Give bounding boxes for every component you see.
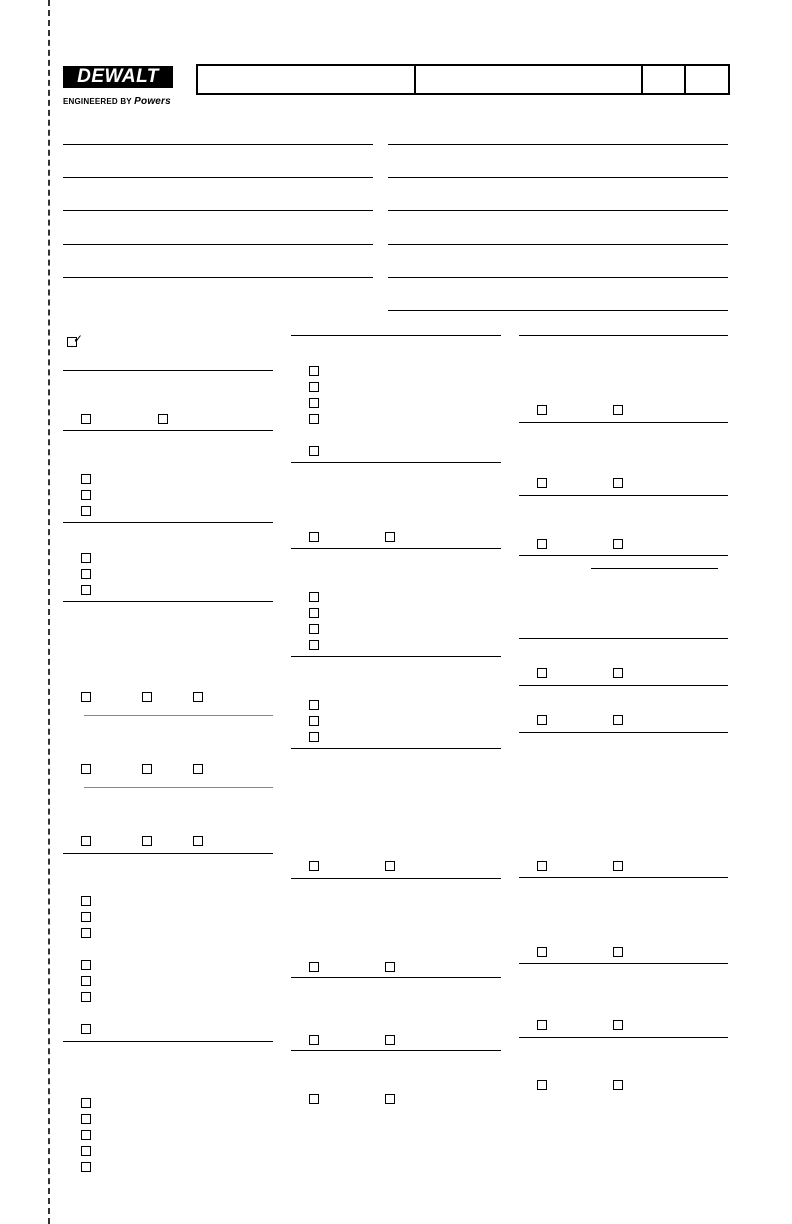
checkbox[interactable] xyxy=(309,398,319,408)
info-line-right-6[interactable] xyxy=(388,310,728,311)
section-divider xyxy=(519,1037,728,1038)
checkbox[interactable] xyxy=(81,896,91,906)
checkbox[interactable] xyxy=(81,992,91,1002)
checkbox[interactable] xyxy=(613,539,623,549)
section-divider xyxy=(63,370,273,371)
section-divider xyxy=(519,335,728,336)
checkbox[interactable] xyxy=(385,962,395,972)
section-divider xyxy=(519,685,728,686)
checkbox[interactable] xyxy=(193,836,203,846)
checkbox[interactable] xyxy=(309,732,319,742)
section-divider xyxy=(63,522,273,523)
section-divider xyxy=(63,1041,273,1042)
checkbox[interactable] xyxy=(193,764,203,774)
checkbox[interactable] xyxy=(537,478,547,488)
checkbox[interactable] xyxy=(81,474,91,484)
info-line-right-1[interactable] xyxy=(388,144,728,145)
checkbox[interactable] xyxy=(537,539,547,549)
checkbox[interactable] xyxy=(81,569,91,579)
checkbox[interactable] xyxy=(309,382,319,392)
checkbox[interactable] xyxy=(537,947,547,957)
section-divider xyxy=(291,335,501,336)
section-divider xyxy=(291,548,501,549)
checkbox[interactable] xyxy=(81,1098,91,1108)
checkbox[interactable] xyxy=(81,1162,91,1172)
header-field-3[interactable] xyxy=(643,64,686,95)
checkbox[interactable] xyxy=(537,861,547,871)
checkbox[interactable] xyxy=(309,414,319,424)
checkbox[interactable] xyxy=(142,764,152,774)
checkbox[interactable] xyxy=(81,912,91,922)
info-line-right-2[interactable] xyxy=(388,177,728,178)
info-line-right-5[interactable] xyxy=(388,277,728,278)
checkbox[interactable] xyxy=(309,1094,319,1104)
checkbox[interactable] xyxy=(81,553,91,563)
checkbox[interactable] xyxy=(81,1146,91,1156)
checkbox[interactable] xyxy=(309,962,319,972)
checkbox[interactable] xyxy=(613,861,623,871)
section-divider xyxy=(63,601,273,602)
checkbox[interactable] xyxy=(613,1020,623,1030)
info-line-left-2[interactable] xyxy=(63,177,373,178)
checkbox[interactable] xyxy=(537,715,547,725)
checkbox[interactable] xyxy=(385,1094,395,1104)
section-divider xyxy=(291,977,501,978)
checkbox[interactable] xyxy=(385,1035,395,1045)
section-divider xyxy=(519,495,728,496)
checkbox[interactable] xyxy=(537,668,547,678)
checkbox[interactable] xyxy=(309,592,319,602)
checkbox[interactable] xyxy=(537,405,547,415)
info-line-left-4[interactable] xyxy=(63,244,373,245)
checkbox[interactable] xyxy=(81,976,91,986)
section-divider xyxy=(291,748,501,749)
checkbox[interactable] xyxy=(309,532,319,542)
section-divider xyxy=(63,430,273,431)
checkbox[interactable] xyxy=(81,764,91,774)
info-line-right-4[interactable] xyxy=(388,244,728,245)
checkmark-icon: ✓ xyxy=(73,332,84,346)
checkbox[interactable] xyxy=(309,640,319,650)
section-divider xyxy=(519,422,728,423)
sub-divider xyxy=(84,715,273,716)
section-divider xyxy=(291,1050,501,1051)
checkbox[interactable] xyxy=(193,692,203,702)
section-divider xyxy=(291,878,501,879)
checkbox[interactable] xyxy=(613,405,623,415)
info-line-left-1[interactable] xyxy=(63,144,373,145)
checkbox[interactable] xyxy=(81,1130,91,1140)
checkbox[interactable] xyxy=(613,668,623,678)
dewalt-logo: DEWALT xyxy=(63,66,173,88)
section-divider xyxy=(519,877,728,878)
checkbox[interactable] xyxy=(613,478,623,488)
checkbox[interactable] xyxy=(81,506,91,516)
section-divider xyxy=(519,638,728,639)
checkbox[interactable] xyxy=(309,1035,319,1045)
checkbox[interactable] xyxy=(385,861,395,871)
checkbox[interactable] xyxy=(613,947,623,957)
checkbox[interactable] xyxy=(309,446,319,456)
section-divider xyxy=(291,656,501,657)
section-divider xyxy=(291,462,501,463)
checkbox[interactable] xyxy=(81,692,91,702)
checkbox[interactable] xyxy=(81,490,91,500)
info-line-left-3[interactable] xyxy=(63,210,373,211)
checkbox[interactable] xyxy=(309,716,319,726)
section-divider xyxy=(519,555,728,556)
checkbox[interactable] xyxy=(81,836,91,846)
checkbox[interactable] xyxy=(81,960,91,970)
checkbox[interactable] xyxy=(537,1020,547,1030)
cut-line xyxy=(48,0,50,1224)
checkbox[interactable] xyxy=(81,585,91,595)
checkbox[interactable] xyxy=(309,700,319,710)
section-divider xyxy=(519,732,728,733)
checkbox[interactable] xyxy=(537,1080,547,1090)
checkbox[interactable] xyxy=(309,608,319,618)
checkbox[interactable] xyxy=(142,692,152,702)
tagline: ENGINEERED BY Powers xyxy=(63,96,171,107)
checkbox[interactable] xyxy=(309,366,319,376)
checkbox[interactable] xyxy=(142,836,152,846)
checkbox[interactable] xyxy=(81,1114,91,1124)
section-divider xyxy=(63,853,273,854)
checkbox[interactable] xyxy=(81,414,91,424)
checkbox[interactable] xyxy=(309,861,319,871)
info-line-left-5[interactable] xyxy=(63,277,373,278)
section-divider xyxy=(519,963,728,964)
checkbox[interactable] xyxy=(385,532,395,542)
checkbox[interactable] xyxy=(309,624,319,634)
checkbox[interactable] xyxy=(613,1080,623,1090)
header-field-2[interactable] xyxy=(416,64,643,95)
checkbox[interactable] xyxy=(81,928,91,938)
info-line-right-3[interactable] xyxy=(388,210,728,211)
checkbox[interactable] xyxy=(158,414,168,424)
header-field-4[interactable] xyxy=(686,64,730,95)
sub-divider xyxy=(84,787,273,788)
fill-in-line[interactable] xyxy=(591,568,718,569)
header-field-1[interactable] xyxy=(196,64,416,95)
checkbox[interactable] xyxy=(613,715,623,725)
checkbox[interactable] xyxy=(81,1024,91,1034)
